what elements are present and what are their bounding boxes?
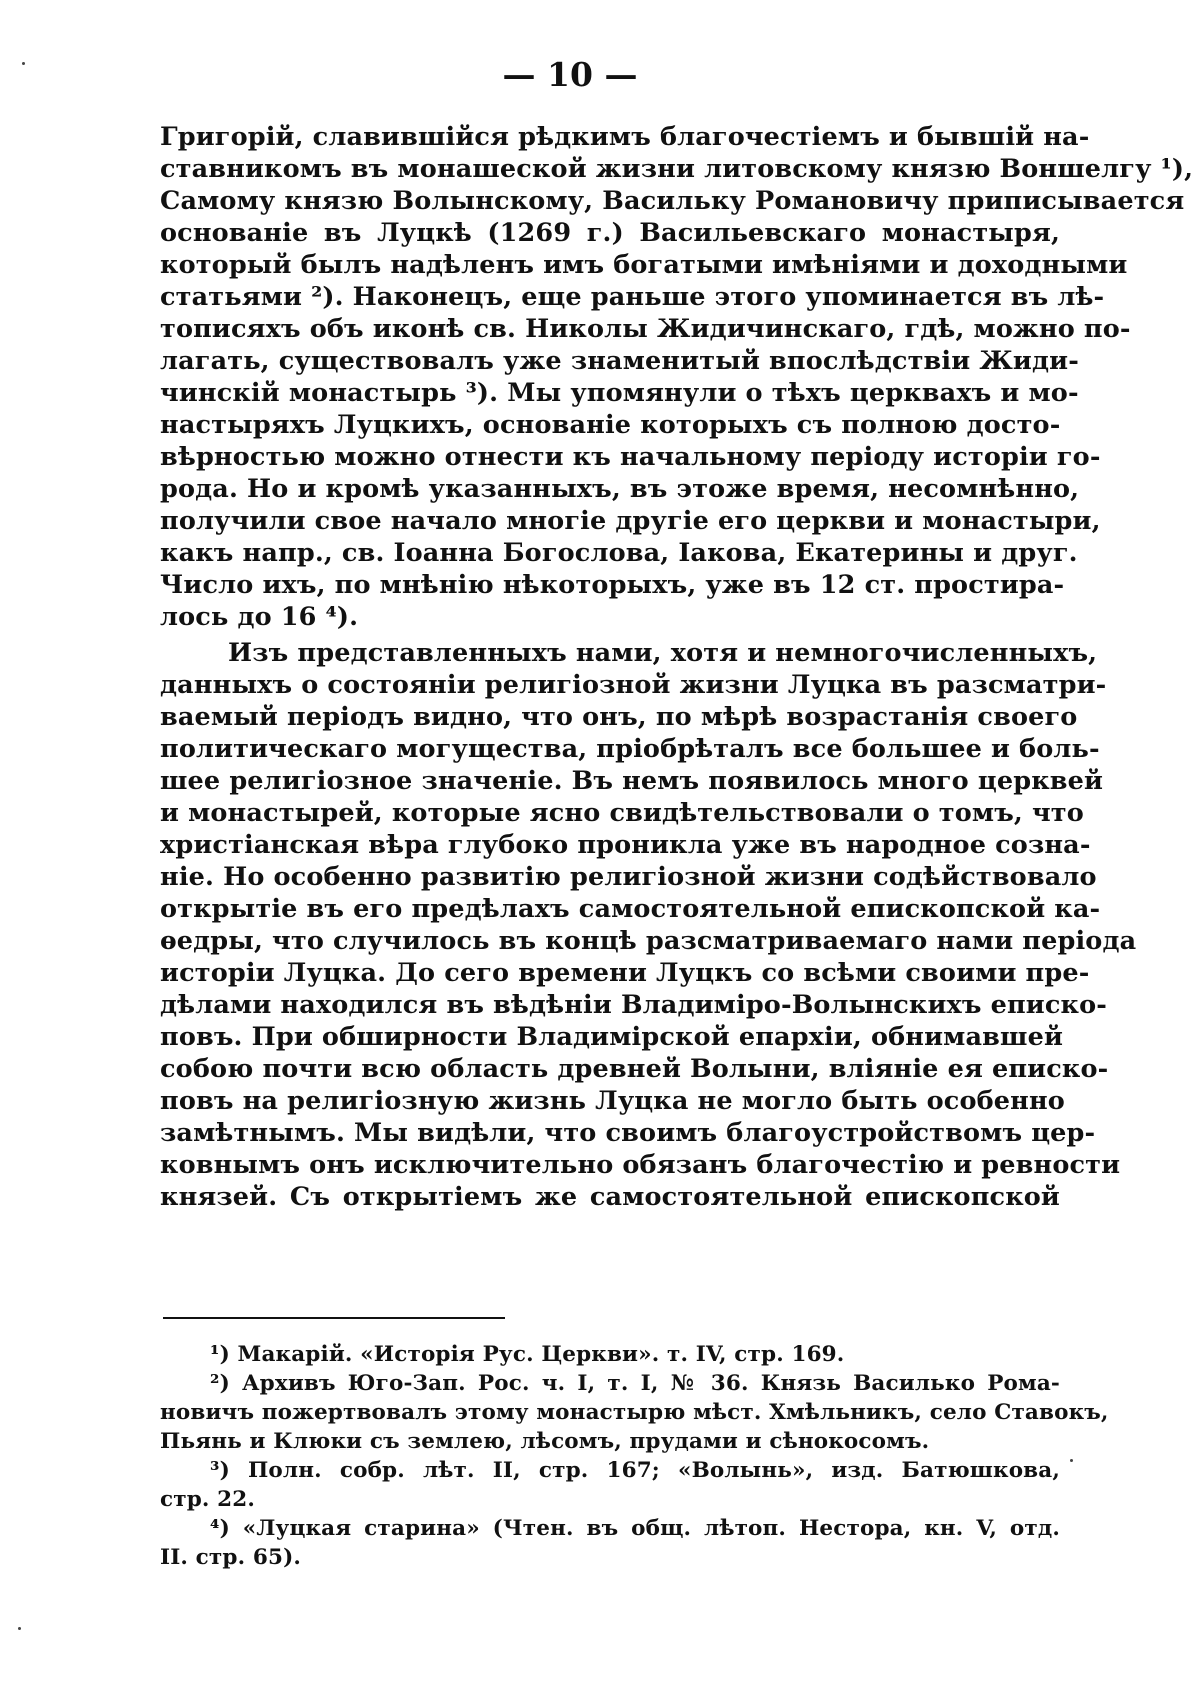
body-line: христіанская вѣра глубоко проникла уже въ народное созна-	[160, 830, 1091, 860]
footnote-1: ¹) Макарій. «Исторія Рус. Церкви». т. IV, стр. 169.	[210, 1342, 845, 1367]
body-line: шее религіозное значеніе. Въ немъ появилось много церквей	[160, 766, 1104, 796]
body-line: ѳедры, что случилось въ концѣ разсматриваемаго нами періода	[160, 926, 1137, 956]
page-number: — 10 —	[502, 55, 638, 94]
body-line: рода. Но и кромѣ указанныхъ, въ этоже время, несомнѣнно,	[160, 474, 1080, 504]
body-line: и монастырей, которые ясно свидѣтельствовали о томъ, что	[160, 798, 1084, 828]
body-line: ковнымъ онъ исключительно обязанъ благочестію и ревности	[160, 1150, 1121, 1180]
body-line: повъ. При обширности Владимірской епархіи, обнимавшей	[160, 1022, 1064, 1052]
body-line: дѣлами находился въ вѣдѣніи Владиміро-Волынскихъ еписко-	[160, 990, 1107, 1020]
body-line: ваемый періодъ видно, что онъ, по мѣрѣ возрастанія своего	[160, 702, 1078, 732]
body-line: вѣрностью можно отнести къ начальному періоду исторіи го-	[160, 442, 1101, 472]
paragraph-last-line: лось до 16 ⁴).	[160, 602, 359, 632]
body-line: повъ на религіозную жизнь Луцка не могло быть особенно	[160, 1086, 1065, 1116]
body-line: настыряхъ Луцкихъ, основаніе которыхъ съ полною досто-	[160, 410, 1061, 440]
body-line: исторіи Луцка. До сего времени Луцкъ со всѣми своими пре-	[160, 958, 1090, 988]
body-line: ставникомъ въ монашеской жизни литовскому князю Воншелгу ¹),	[160, 154, 1193, 184]
footnote-2-continuation: новичъ пожертвовалъ этому монастырю мѣст. Хмѣльникъ, село Ставокъ,	[160, 1400, 1109, 1425]
footnote-2: ²) Архивъ Юго-Зап. Рос. ч. I, т. I, № 36. Князь Василько Рома-	[210, 1371, 1060, 1396]
body-line: собою почти всю область древней Волыни, вліяніе ея еписко-	[160, 1054, 1109, 1084]
footnote-4: ⁴) «Луцкая старина» (Чтен. въ общ. лѣтоп. Нестора, кн. V, отд.	[210, 1516, 1060, 1541]
paper-speck	[18, 1627, 21, 1630]
footnote-2-continuation: Пьянь и Клюки съ землею, лѣсомъ, прудами и сѣнокосомъ.	[160, 1429, 930, 1454]
body-line: политическаго могущества, пріобрѣталъ все большее и боль-	[160, 734, 1100, 764]
body-line: который былъ надѣленъ имъ богатыми имѣніями и доходными	[160, 250, 1128, 280]
body-line: статьями ²). Наконецъ, еще раньше этого упоминается въ лѣ-	[160, 282, 1105, 312]
body-line: получили свое начало многіе другіе его церкви и монастыри,	[160, 506, 1101, 536]
footnote-3-continuation: стр. 22.	[160, 1487, 256, 1512]
body-line: данныхъ о состояніи религіозной жизни Луцка въ разсматри-	[160, 670, 1107, 700]
paper-speck	[22, 62, 25, 65]
body-line: ніе. Но особенно развитію религіозной жизни содѣйствовало	[160, 862, 1097, 892]
body-line: какъ напр., св. Іоанна Богослова, Іакова, Екатерины и друг.	[160, 538, 1078, 568]
body-line: Григорій, славившійся рѣдкимъ благочестіемъ и бывшій на-	[160, 122, 1090, 152]
body-line: основаніе въ Луцкѣ (1269 г.) Васильевскаго монастыря,	[160, 218, 1060, 248]
footnote-separator	[163, 1317, 505, 1319]
footnote-4-continuation: II. стр. 65).	[160, 1545, 302, 1570]
body-line: Число ихъ, по мнѣнію нѣкоторыхъ, уже въ 12 ст. простира-	[160, 570, 1065, 600]
paper-speck	[1070, 1459, 1073, 1462]
body-line: лагать, существовалъ уже знаменитый впослѣдствіи Жиди-	[160, 346, 1079, 376]
body-line: князей. Съ открытіемъ же самостоятельной епископской	[160, 1182, 1060, 1212]
paragraph-first-line: Изъ представленныхъ нами, хотя и немногочисленныхъ,	[228, 638, 1098, 668]
body-line: Самому князю Волынскому, Васильку Романовичу приписывается	[160, 186, 1185, 216]
body-line: открытіе въ его предѣлахъ самостоятельной епископской ка-	[160, 894, 1101, 924]
footnote-3: ³) Полн. собр. лѣт. II, стр. 167; «Волынь», изд. Батюшкова,	[210, 1458, 1060, 1483]
body-line: тописяхъ объ иконѣ св. Николы Жидичинскаго, гдѣ, можно по-	[160, 314, 1131, 344]
body-line: замѣтнымъ. Мы видѣли, что своимъ благоустройствомъ цер-	[160, 1118, 1096, 1148]
body-line: чинскій монастырь ³). Мы упомянули о тѣхъ церквахъ и мо-	[160, 378, 1079, 408]
